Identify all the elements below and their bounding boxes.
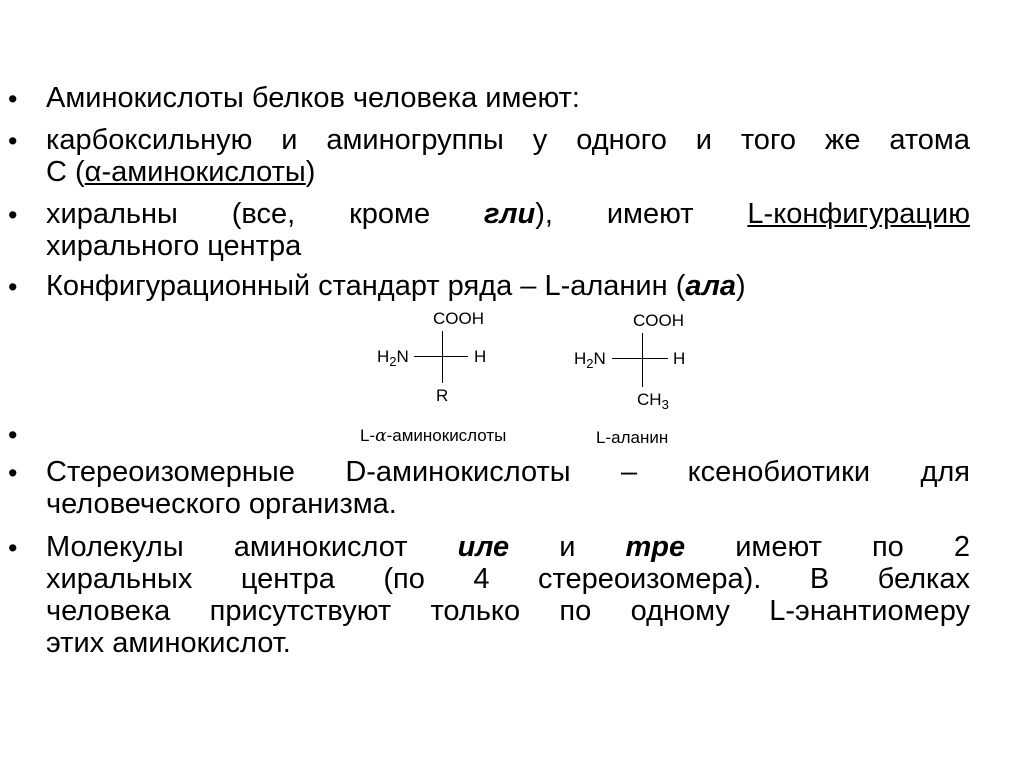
text-fragment: N	[396, 347, 409, 366]
text-fragment: CH	[637, 390, 662, 409]
bullet-marker: •	[8, 272, 18, 302]
text-fragment: хиральны (все, кроме	[46, 198, 484, 230]
bullet-text-4	[46, 270, 746, 302]
bullet-marker: •	[8, 458, 18, 488]
text-fragment: L-	[360, 426, 376, 445]
formula-1-right-group: H	[474, 347, 487, 366]
text-fragment: Молекулы аминокислот	[46, 531, 458, 563]
ala-abbreviation: ала	[685, 270, 737, 302]
bullet-text-6-line-1: Стереоизомерные D-аминокислоты – ксенобиотики для	[46, 456, 970, 488]
alpha-amino-acids-term: α-аминокислоты	[84, 156, 306, 188]
bullet-text-7-line-4: этих аминокислот.	[46, 627, 291, 659]
bullet-text-7-line-1	[46, 531, 970, 563]
subscript: 2	[586, 356, 594, 371]
formula-2-bottom-group	[637, 390, 669, 415]
formula-1-vertical-bond	[442, 331, 443, 383]
alpha-symbol: α	[375, 426, 387, 446]
text-fragment: Конфигурационный стандарт ряда – L-аланин (	[46, 270, 686, 302]
formula-2-top-group: COOH	[633, 311, 684, 330]
thr-abbreviation: тре	[625, 531, 686, 563]
subscript: 2	[389, 354, 397, 369]
bullet-text-2-line-1: карбоксильную и аминогруппы у одного и того же атома	[46, 124, 970, 156]
l-configuration-term: L-конфигурацию	[747, 198, 970, 230]
bullet-marker: •	[8, 84, 18, 114]
text-fragment: ), имеют	[535, 198, 748, 230]
formula-1-top-group: COOH	[433, 309, 484, 328]
formula-2-right-group: H	[673, 349, 686, 368]
bullet-text-3-line-1	[46, 198, 970, 230]
text-fragment: имеют по 2	[685, 531, 970, 563]
text-fragment: N	[593, 349, 606, 368]
text-fragment: и	[509, 531, 626, 563]
formula-2-horizontal-bond	[612, 358, 668, 359]
formula-2-caption: L-аланин	[596, 428, 669, 447]
subscript: 3	[661, 397, 669, 412]
formula-1-bottom-group: R	[436, 386, 449, 405]
ile-abbreviation: иле	[457, 531, 510, 563]
bullet-marker: •	[8, 126, 18, 156]
text-fragment: H	[574, 349, 587, 368]
bullet-text-2-line-2	[46, 156, 315, 188]
formula-1-caption	[360, 426, 506, 446]
bullet-text-7-line-2: хиральных центра (по 4 стереоизомера). В белках	[46, 563, 970, 595]
text-fragment: -аминокислоты	[386, 426, 507, 445]
bullet-marker-empty: •	[8, 420, 18, 450]
bullet-marker: •	[8, 533, 18, 563]
text-fragment: )	[305, 156, 316, 188]
formula-2-vertical-bond	[642, 333, 643, 387]
formula-1-left-group	[377, 347, 409, 372]
bullet-text-7-line-3: человека присутствуют только по одному L-энантиомеру	[46, 595, 970, 627]
formula-2-left-group	[574, 349, 606, 374]
text-fragment: С (	[46, 156, 85, 188]
bullet-text-6-line-2: человеческого организма.	[46, 488, 397, 520]
text-fragment: )	[736, 270, 746, 302]
bullet-text-3-line-2: хирального центра	[46, 230, 302, 262]
gly-abbreviation: гли	[484, 198, 536, 230]
bullet-marker: •	[8, 200, 18, 230]
formula-1-horizontal-bond	[414, 356, 468, 357]
bullet-1-text: Аминокислоты белков человека имеют:	[46, 82, 580, 114]
text-fragment: H	[377, 347, 390, 366]
bullet-text-1	[46, 82, 580, 114]
